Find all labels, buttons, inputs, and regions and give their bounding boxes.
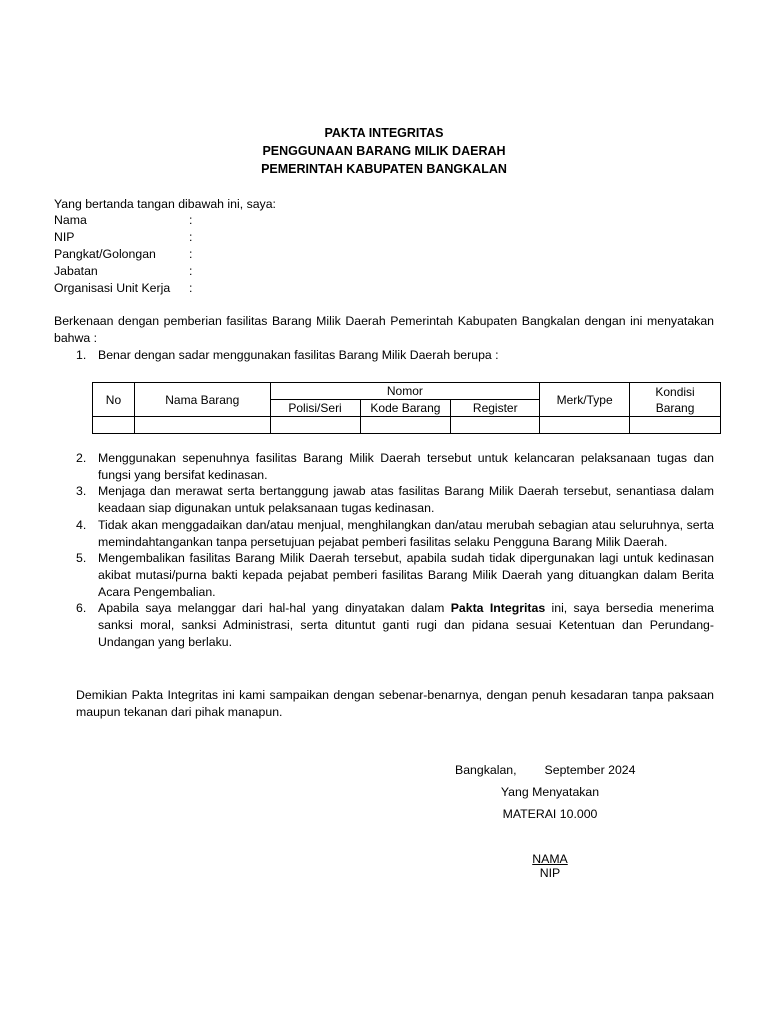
field-nama [54,212,454,229]
cell-merk-type [540,417,630,434]
header-register: Register [451,400,540,417]
header-polisi-seri: Polisi/Seri [270,400,360,417]
cell-kode-barang [360,417,451,434]
field-label: NIP [54,230,75,244]
field-colon: : [189,264,193,278]
header-nomor: Nomor [270,383,540,400]
item-number: 5. [76,551,87,566]
signature-materai: MATERAI 10.000 [502,807,598,821]
field-colon: : [189,213,193,227]
intro-text: Yang bertanda tangan dibawah ini, saya: [54,197,276,211]
header-merk-type: Merk/Type [540,383,630,417]
item-number: 4. [76,517,87,532]
list-item [54,517,714,550]
item-number: 6. [76,601,87,616]
field-label: Nama [54,213,87,227]
list-item [54,600,714,650]
header-no: No [93,383,135,417]
field-label: Organisasi Unit Kerja [54,281,171,295]
kondisi-line-1: Kondisi [655,384,695,399]
closing-paragraph: Demikian Pakta Integritas ini kami sampaikan dengan sebenar-benarnya, dengan penuh kesadaran tanpa paksaan maupun tekanan dari pihak manapun. [76,688,714,719]
item-number: 3. [76,484,87,499]
signature-date: September 2024 [544,763,636,777]
table-row [93,417,721,434]
title-line-3: PEMERINTAH KABUPATEN BANGKALAN [261,162,507,176]
field-organisasi-unit-kerja [54,280,454,297]
list-item [54,483,714,516]
title-line-1: PAKTA INTEGRITAS [324,126,444,140]
list-item [54,550,714,600]
field-label: Jabatan [54,264,98,278]
identity-fields [54,212,454,297]
signature-nip: NIP [539,866,561,880]
cell-register [451,417,540,434]
header-kondisi-barang [630,383,721,417]
cell-kondisi-barang [630,417,721,434]
item-text: Tidak akan menggadaikan dan/atau menjual, menghilangkan dan/atau merubah sebagian atau seluruhnya, serta memindahtangankan tanpa persetujuan pejabat pemberi fasilitas selaku Pengguna Barang Milik Daerah. [98,517,714,549]
item-text: Menjaga dan merawat serta bertanggung jawab atas fasilitas Barang Milik Daerah tersebut, senantiasa dalam keadaan siap digunakan untuk pelaksanaan tugas kedinasan. [98,484,714,516]
statement-list [54,450,714,650]
field-jabatan [54,263,454,280]
item-text-bold: Pakta Integritas [450,601,546,616]
cell-nama-barang [134,417,270,434]
signature-place-date [455,762,635,779]
item-text-before: Apabila saya melanggar dari hal-hal yang dinyatakan dalam [98,601,451,616]
item-number: 1. [76,348,87,362]
document-title [0,124,768,178]
item-text-after: ini, saya bersedia menerima sanksi moral, sanksi Administrasi, serta dituntut ganti rugi dan pidana sesuai Ketentuan dan Perundang-Undangan yang berlaku. [98,601,714,649]
kondisi-line-2: Barang [655,400,695,415]
title-line-2: PENGGUNAAN BARANG MILIK DAERAH [262,144,506,158]
field-label: Pangkat/Golongan [54,247,156,261]
signature-place: Bangkalan, [455,763,517,777]
barang-table [92,382,721,434]
signature-name-text: NAMA [532,852,568,866]
list-item-1 [54,347,714,364]
item-text: Benar dengan sadar menggunakan fasilitas Barang Milik Daerah berupa : [98,348,499,362]
signature-declarant: Yang Menyatakan [500,785,600,799]
field-colon: : [189,247,193,261]
item-text: Menggunakan sepenuhnya fasilitas Barang Milik Daerah tersebut untuk kelancaran pelaksanaan tugas dan fungsi yang bersifat kedinasan. [98,451,714,482]
table-header-row [93,383,721,400]
field-colon: : [189,230,193,244]
list-item [54,450,714,483]
cell-polisi-seri [270,417,360,434]
field-nip [54,229,454,246]
header-kode-barang: Kode Barang [360,400,451,417]
header-nama-barang: Nama Barang [134,383,270,417]
field-colon: : [189,281,193,295]
cell-no [93,417,135,434]
field-pangkat-golongan [54,246,454,263]
list-item [54,347,714,364]
item-number: 2. [76,451,87,465]
item-text: Mengembalikan fasilitas Barang Milik Daerah tersebut, apabila sudah tidak dipergunakan lagi untuk kedinasan akibat mutasi/purna bakti kepada pejabat pemberi fasilitas Barang Milik Daerah yang dituangkan dalam Berita Acara Pengembalian. [98,551,714,599]
statement-paragraph: Berkenaan dengan pemberian fasilitas Barang Milik Daerah Pemerintah Kabupaten Bangkalan dengan ini menyatakan bahwa : [54,314,714,345]
